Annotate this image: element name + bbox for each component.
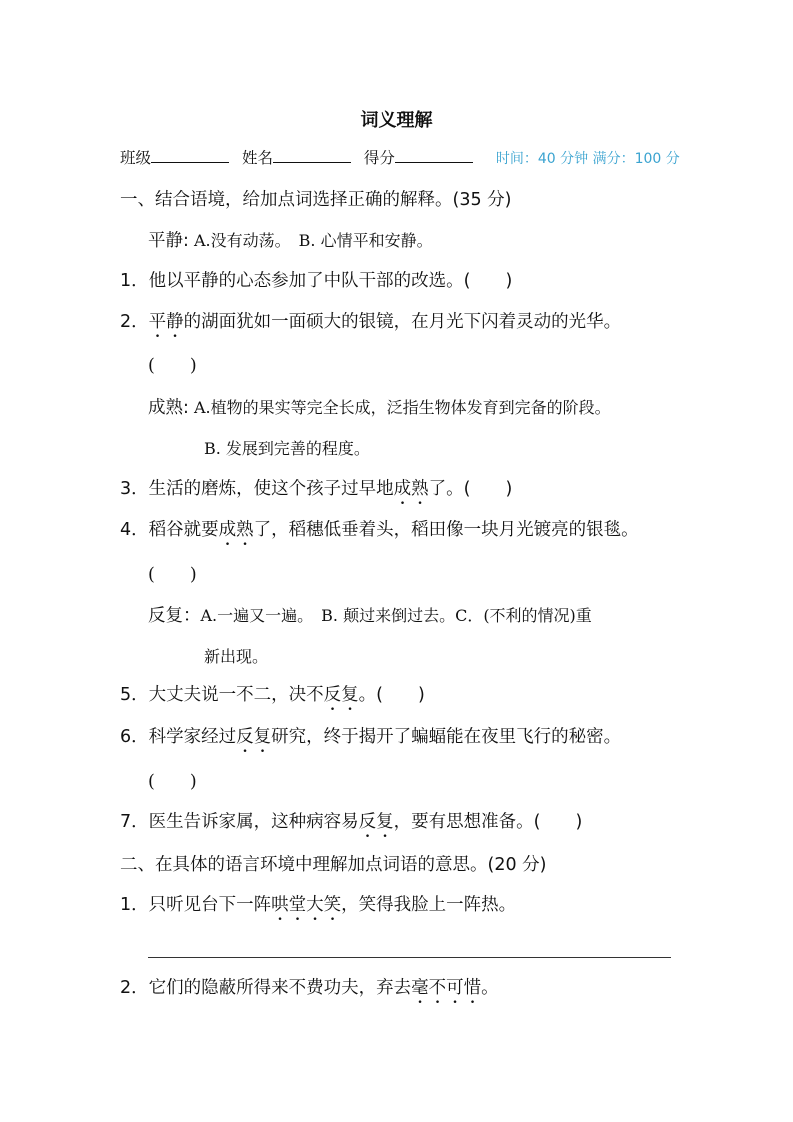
q-text: 1．只听见台下一阵 bbox=[120, 895, 272, 915]
q-text: 6．科学家经过 bbox=[120, 727, 237, 747]
definition-fanfu bbox=[148, 604, 592, 628]
q-text: 4．稻谷就要 bbox=[120, 520, 219, 540]
answer-line[interactable] bbox=[148, 957, 671, 958]
q-text: 7．医生告诉家属，这种病容易 bbox=[120, 812, 359, 832]
def-word: 成熟: bbox=[148, 398, 189, 418]
def-text: A.植物的果实等完全长成，泛指生物体发育到完备的阶段。 bbox=[188, 398, 611, 417]
q-text: ，笑得我脸上一阵热。 bbox=[341, 895, 517, 915]
q-text: 2．它们的隐蔽所得来不费功夫，弃去 bbox=[120, 978, 412, 998]
q-text: 研究，终于揭开了蝙蝠能在夜里飞行的秘密。 bbox=[271, 727, 622, 747]
answer-paren[interactable]: ( ) bbox=[148, 356, 197, 376]
def-word: 平静: bbox=[148, 231, 189, 251]
definition-pingjing bbox=[148, 229, 433, 253]
definition-chengshu bbox=[148, 396, 611, 420]
definition-chengshu-b: B. 发展到完善的程度。 bbox=[204, 439, 370, 458]
dotted-word: 成熟 bbox=[393, 479, 429, 499]
q-text: 3．生活的磨炼，使这个孩子过早地 bbox=[120, 479, 394, 499]
q-text: 的湖面犹如一面硕大的银镜，在月光下闪着灵动的光华。 bbox=[183, 312, 622, 332]
dotted-word: 平静 bbox=[148, 312, 184, 332]
dotted-word: 毫不可惜 bbox=[411, 978, 482, 998]
dotted-word: 反复 bbox=[323, 685, 359, 705]
page-title: 词义理解 bbox=[360, 110, 433, 131]
class-blank[interactable] bbox=[151, 146, 229, 163]
section1-heading: 一、结合语境，给加点词选择正确的解释。(35 分) bbox=[120, 190, 512, 210]
dotted-word: 反复 bbox=[358, 812, 394, 832]
q-text: 。 bbox=[481, 978, 499, 998]
q-text: 了。( ) bbox=[428, 479, 513, 499]
q-number: 2． bbox=[120, 312, 149, 332]
dotted-word: 哄堂大笑 bbox=[271, 895, 342, 915]
answer-paren[interactable]: ( ) bbox=[148, 565, 197, 585]
answer-paren[interactable]: ( ) bbox=[148, 772, 197, 792]
section2-heading: 二、在具体的语言环境中理解加点词语的意思。(20 分) bbox=[120, 855, 547, 875]
question-1-3 bbox=[120, 477, 512, 509]
name-blank[interactable] bbox=[273, 146, 351, 163]
score-blank[interactable] bbox=[395, 146, 473, 163]
def-word: 反复： bbox=[148, 606, 201, 626]
question-1-7 bbox=[120, 810, 582, 842]
question-2-2 bbox=[120, 976, 499, 1008]
q-text: 了，稻穗低垂着头，稻田像一块月光镀亮的银毯。 bbox=[253, 520, 639, 540]
question-1-6 bbox=[120, 725, 621, 757]
question-1-2 bbox=[120, 310, 621, 342]
time-info: 时间：40 分钟 满分：100 分 bbox=[495, 151, 680, 167]
definition-fanfu-cont: 新出现。 bbox=[204, 647, 269, 666]
q-text: 。( ) bbox=[358, 685, 425, 705]
student-info-row bbox=[120, 146, 680, 171]
q-text: ，要有思想准备。( ) bbox=[393, 812, 583, 832]
score-label: 得分 bbox=[363, 149, 395, 167]
class-label: 班级 bbox=[120, 149, 152, 167]
question-2-1 bbox=[120, 893, 516, 925]
question-1-5 bbox=[120, 683, 425, 715]
def-text: A.一遍又一遍。 B. 颠过来倒过去。C．(不利的情况)重 bbox=[200, 606, 592, 625]
question-1-1: 1．他以平静的心态参加了中队干部的改选。( ) bbox=[120, 271, 513, 291]
dotted-word: 成熟 bbox=[218, 520, 254, 540]
question-1-4 bbox=[120, 518, 639, 550]
name-label: 姓名 bbox=[241, 149, 273, 167]
def-text: A.没有动荡。 B. 心情平和安静。 bbox=[188, 231, 433, 250]
dotted-word: 反复 bbox=[236, 727, 272, 747]
q-text: 5．大丈夫说一不二，决不 bbox=[120, 685, 324, 705]
